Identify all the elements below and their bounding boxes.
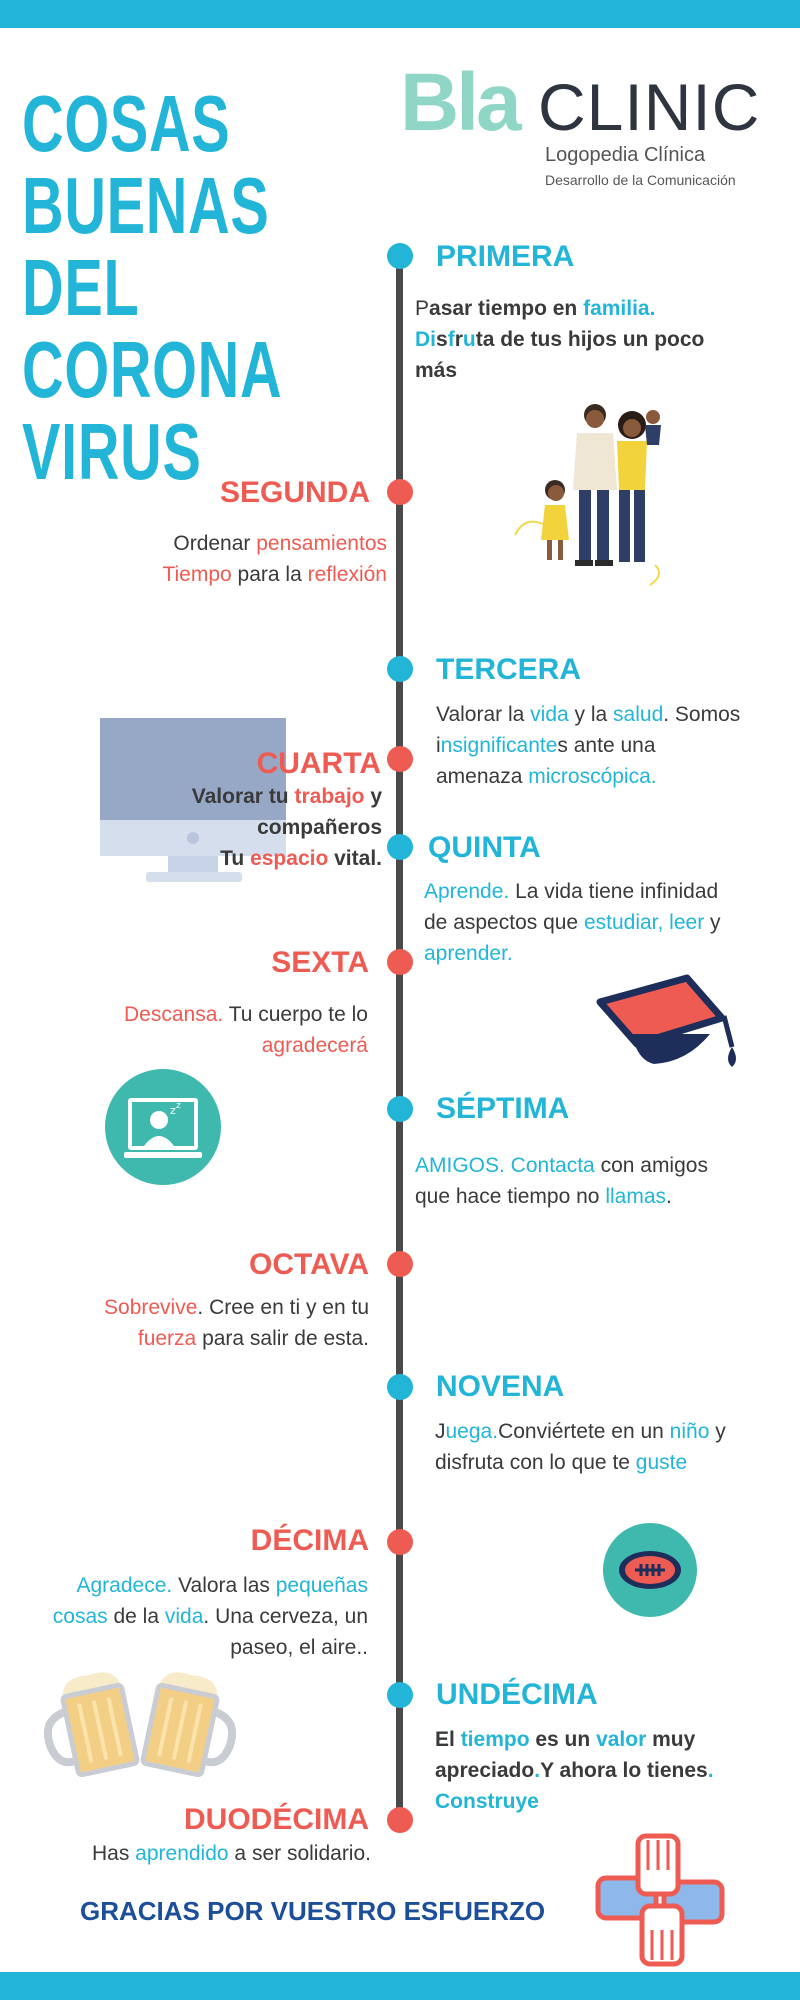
heading-decima: DÉCIMA xyxy=(250,1524,369,1557)
text-primera: Pasar tiempo en familia. Disfruta de tus hijos un poco más xyxy=(415,297,705,382)
title-line: COSAS xyxy=(22,79,231,168)
timeline-dot xyxy=(387,479,413,505)
thanks-message: GRACIAS POR VUESTRO ESFUERZO xyxy=(80,1896,546,1926)
title-line: BUENAS xyxy=(22,161,270,250)
beer-mugs-icon xyxy=(40,1660,240,1790)
text-undecima: El tiempo es un valor muy apreciado.Y ahora lo tienes. Construye xyxy=(435,1728,714,1813)
bottom-bar xyxy=(0,1972,800,2000)
heading-quinta: QUINTA xyxy=(428,831,541,864)
heading-novena: NOVENA xyxy=(436,1370,565,1403)
title-line: VIRUS xyxy=(22,407,202,496)
heading-segunda: SEGUNDA xyxy=(219,476,370,509)
timeline-dot xyxy=(387,1096,413,1122)
top-bar xyxy=(0,0,800,28)
svg-text:z: z xyxy=(170,1104,176,1117)
football-icon xyxy=(602,1522,698,1618)
helping-hands-icon xyxy=(590,1830,730,1970)
heading-sexta: SEXTA xyxy=(271,946,369,979)
heading-primera: PRIMERA xyxy=(436,240,575,273)
timeline-dot xyxy=(387,746,413,772)
text-septima: AMIGOS. Contacta con amigos que hace tiempo no llamas. xyxy=(415,1154,708,1208)
timeline-dot xyxy=(387,1807,413,1833)
text-duodecima: Has aprendido a ser solidario. xyxy=(91,1842,371,1865)
title-line: DEL xyxy=(22,243,140,332)
text-decima: Agradece. Valora las pequeñas cosas de la vida. Una cerveza, un paseo, el aire.. xyxy=(52,1574,368,1659)
logo-subtitle: Logopedia Clínica xyxy=(545,144,706,166)
text-tercera: Valorar la vida y la salud. Somos insignificantes ante una amenaza microscópica. xyxy=(436,703,741,788)
text-novena: Juega.Conviértete en un niño y disfruta con lo que te guste xyxy=(435,1420,726,1474)
logo-tagline: Desarrollo de la Comunicación xyxy=(545,172,736,188)
timeline-dot xyxy=(387,949,413,975)
heading-octava: OCTAVA xyxy=(249,1248,369,1281)
logo-bla: Bla xyxy=(400,57,519,148)
timeline-dot xyxy=(387,834,413,860)
timeline-dot xyxy=(387,1374,413,1400)
heading-septima: SÉPTIMA xyxy=(436,1092,570,1125)
text-quinta: Aprende. La vida tiene infinidad de aspectos que estudiar, leer y aprender. xyxy=(424,880,721,965)
text-octava: Sobrevive. Cree en ti y en tu fuerza para salir de esta. xyxy=(104,1296,369,1350)
timeline-dot xyxy=(387,1682,413,1708)
timeline-dot xyxy=(387,1251,413,1277)
svg-text:z: z xyxy=(176,1101,181,1111)
family-illustration xyxy=(505,395,685,595)
heading-duodecima: DUODÉCIMA xyxy=(184,1803,369,1836)
graduation-cap-icon xyxy=(592,972,742,1072)
title-line: CORONA xyxy=(22,325,283,414)
logo-clinic: CLINIC xyxy=(538,70,761,144)
text-sexta: Descansa. Tu cuerpo te lo agradecerá xyxy=(124,1003,368,1057)
timeline-dot xyxy=(387,1529,413,1555)
text-segunda: Ordenar pensamientos Tiempo para la reflexión xyxy=(162,532,387,586)
text-cuarta: Valorar tu trabajo y compañeros Tu espacio vital. xyxy=(191,785,382,870)
heading-tercera: TERCERA xyxy=(436,653,582,686)
sleeping-screen-icon xyxy=(104,1068,222,1186)
heading-cuarta: CUARTA xyxy=(256,747,381,780)
timeline-dot xyxy=(387,243,413,269)
heading-undecima: UNDÉCIMA xyxy=(436,1678,598,1711)
timeline-dot xyxy=(387,656,413,682)
